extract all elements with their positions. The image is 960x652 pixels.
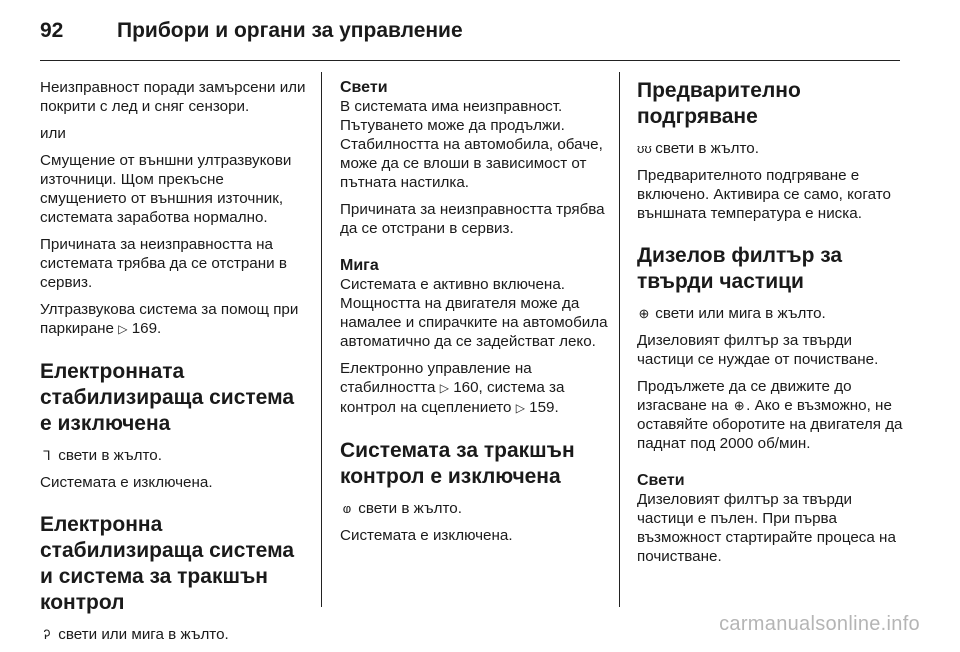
heading-esc-off: Електронната стабилизираща система е изключена xyxy=(40,360,295,435)
paragraph xyxy=(40,446,308,465)
paragraph: Неизправност поради замърсени или покрити с лед и сняг сензори. xyxy=(40,79,306,115)
paragraph xyxy=(340,359,608,418)
paragraph: или xyxy=(40,125,66,142)
column-3 xyxy=(637,78,905,574)
indicator-status: свети в жълто. xyxy=(655,140,759,157)
esc-off-icon: ⅂ xyxy=(43,448,51,463)
paragraph: Дизеловият филтър за твърди частици е пълен. При първа възможност стартирайте процеса на почистване. xyxy=(637,491,896,565)
tc-off-icon: ⱷ xyxy=(342,501,352,516)
indicator-status: свети в жълто. xyxy=(58,447,162,464)
paragraph xyxy=(40,300,308,339)
heading-esc-tc: Електронна стабилизираща система и система за тракшън контрол xyxy=(40,513,295,614)
paragraph xyxy=(637,304,905,323)
preheat-coil-icon: ʊʊ xyxy=(637,141,652,156)
header-divider xyxy=(40,60,900,61)
paragraph: Смущение от външни ултразвукови източници. Щом прекъсне смущението от външния източник, системата заработва нормално. xyxy=(40,152,292,226)
arrow-ref-icon: ▷ xyxy=(439,381,449,395)
paragraph: Дизеловият филтър за твърди частици се нуждае от почистване. xyxy=(637,332,879,368)
column-divider-2 xyxy=(619,72,620,607)
dpf-icon: ⊕ xyxy=(638,306,650,321)
page-reference[interactable]: 160, система за контрол на сцеплението xyxy=(340,379,565,416)
paragraph-text: Продължете да се движите до изгасване на xyxy=(637,378,852,414)
subheading-blink: Мига xyxy=(340,257,379,274)
paragraph-text: Ултразвукова система за помощ при паркиране xyxy=(40,301,299,337)
page-header xyxy=(40,14,463,48)
paragraph: Причината за неизправността на системата трябва да се отстрани в сервиз. xyxy=(40,236,287,291)
paragraph: Системата е изключена. xyxy=(340,527,513,544)
indicator-status: свети в жълто. xyxy=(358,500,462,517)
column-2 xyxy=(340,78,608,553)
column-1 xyxy=(40,78,308,652)
paragraph xyxy=(637,377,905,453)
column-divider-1 xyxy=(321,72,322,607)
paragraph-text: Електронно управление на стабилността xyxy=(340,360,532,396)
paragraph xyxy=(637,139,905,158)
heading-dpf: Дизелов филтър за твърди частици xyxy=(637,244,843,293)
paragraph-text: . Ако е възможно, не оставяйте оборотите на двигателя да паднат под 2000 об/мин. xyxy=(637,397,903,452)
page-title: Прибори и органи за управление xyxy=(117,19,463,42)
paragraph xyxy=(40,625,308,644)
paragraph: Системата е активно включена. Мощността на двигателя може да намалее и спирачките на автомобила автоматично да се задействат леко. xyxy=(340,276,608,350)
paragraph: Системата е изключена. xyxy=(40,474,213,491)
watermark: carmanualsonline.info xyxy=(719,613,920,635)
paragraph: Предварителното подгряване е включено. Активира се само, когато външната температура е ниска. xyxy=(637,167,891,222)
page-reference[interactable]: 169. xyxy=(131,320,162,337)
subheading-on: Свети xyxy=(637,472,685,489)
page-number: 92 xyxy=(40,19,64,42)
dpf-icon: ⊕ xyxy=(733,398,745,413)
indicator-status: свети или мига в жълто. xyxy=(655,305,826,322)
indicator-status: свети или мига в жълто. xyxy=(58,626,229,643)
paragraph: Причината за неизправността трябва да се отстрани в сервиз. xyxy=(340,201,605,237)
subheading-on: Свети xyxy=(340,79,388,96)
arrow-ref-icon: ▷ xyxy=(515,401,525,415)
arrow-ref-icon: ▷ xyxy=(118,322,128,336)
paragraph: В системата има неизправност. Пътуването може да продължи. Стабилността на автомобила, обаче, може да се влоши в зависимост от пътната настилка. xyxy=(340,98,603,191)
heading-tc-off: Системата за тракшън контрол е изключена xyxy=(340,439,575,488)
esc-tc-icon: Ꭾ xyxy=(43,627,51,642)
page-reference[interactable]: 159. xyxy=(529,399,559,416)
paragraph xyxy=(340,499,608,518)
heading-preheat: Предварително подгряване xyxy=(637,79,801,128)
